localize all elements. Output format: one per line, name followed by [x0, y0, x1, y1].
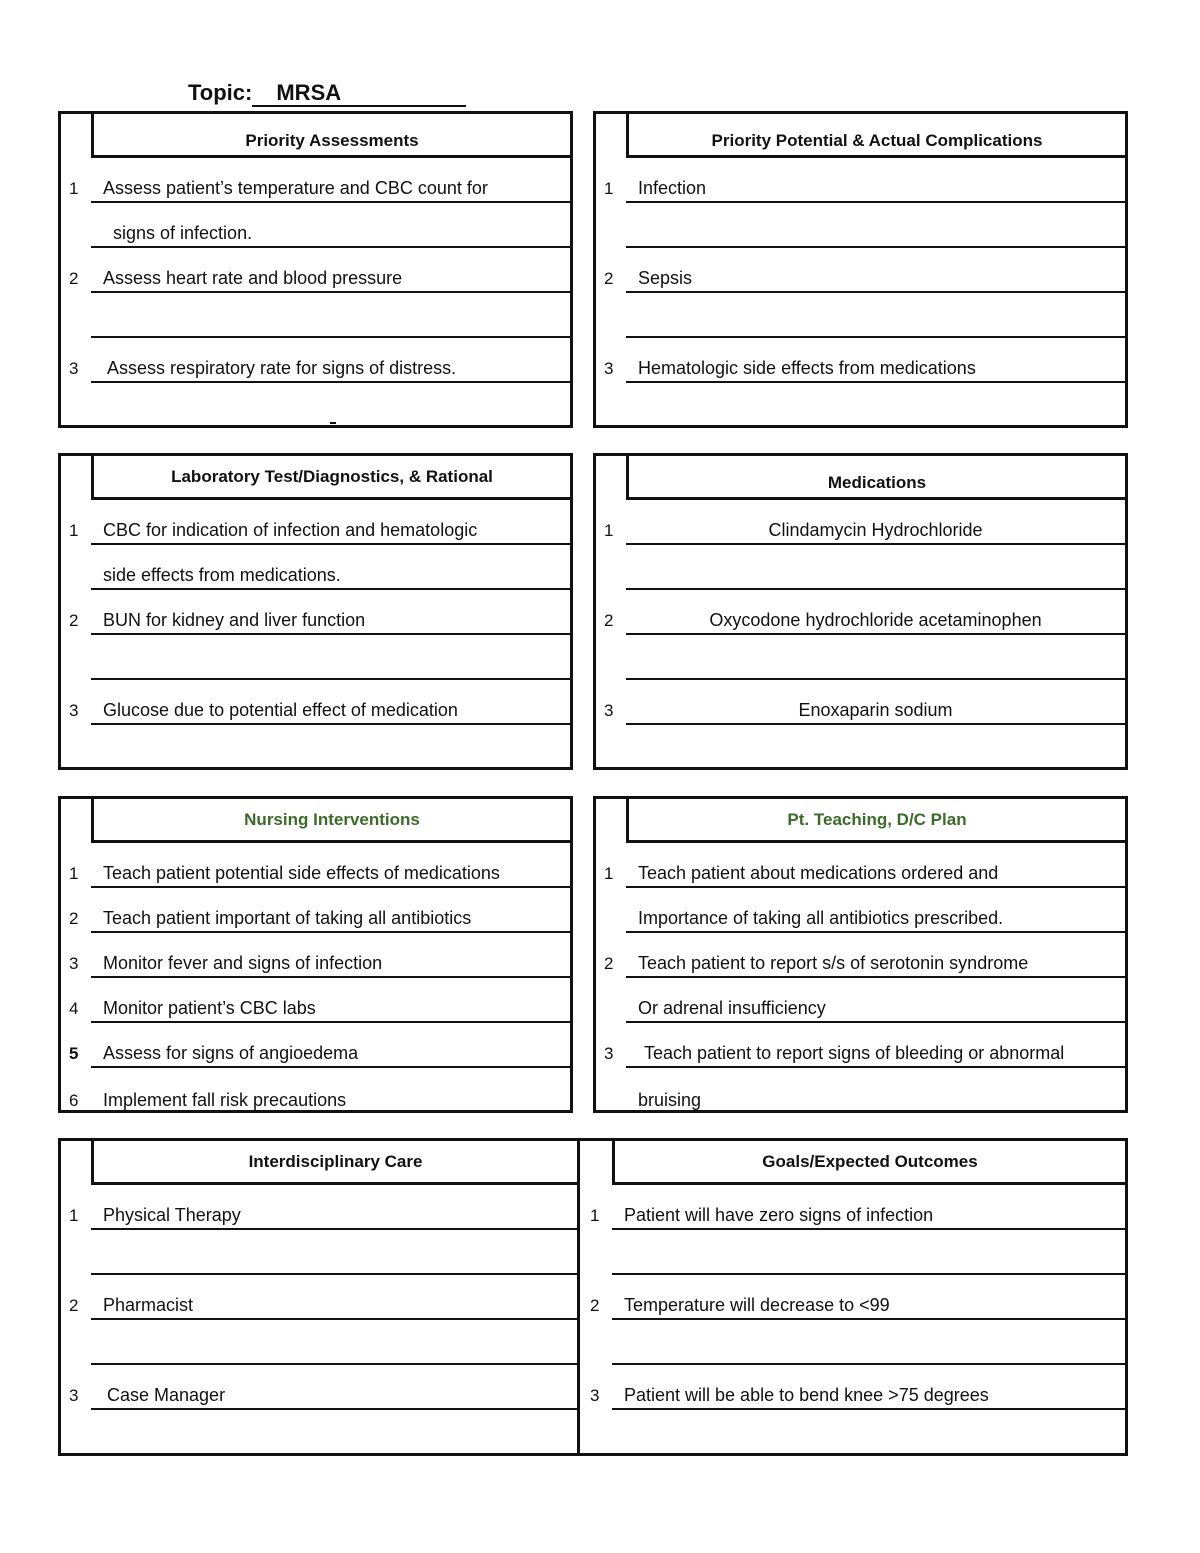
interdisciplinary-line-5: 3 Case Manager	[91, 1365, 577, 1410]
topic-heading	[188, 80, 466, 107]
nursing-interventions-line-2: 2 Teach patient important of taking all antibiotics	[91, 888, 570, 933]
complications-title: Priority Potential & Actual Complications	[626, 114, 1125, 158]
priority-assessments-line-2: signs of infection.	[91, 203, 570, 248]
lab-tests-line-2: side effects from medications.	[91, 545, 570, 590]
interdisciplinary-section	[61, 1141, 577, 1453]
nursing-interventions-box	[58, 796, 573, 1113]
priority-assessments-title: Priority Assessments	[91, 114, 570, 158]
teaching-plan-line-1: 1 Teach patient about medications ordered and	[626, 843, 1125, 888]
priority-assessments-line-1: 1 Assess patient’s temperature and CBC count for	[91, 158, 570, 203]
teaching-plan-line-3: 2 Teach patient to report s/s of serotonin syndrome	[626, 933, 1125, 978]
nursing-interventions-line-5: 5 Assess for signs of angioedema	[91, 1023, 570, 1068]
complications-line-2	[626, 203, 1125, 248]
interdisciplinary-line-4	[91, 1320, 577, 1365]
medications-line-5: 3 Enoxaparin sodium	[626, 680, 1125, 725]
interdisciplinary-line-2	[91, 1230, 577, 1275]
teaching-plan-line-5: 3 Teach patient to report signs of bleeding or abnormal	[626, 1023, 1125, 1068]
lab-tests-line-1: 1 CBC for indication of infection and hematologic	[91, 500, 570, 545]
lab-tests-box	[58, 453, 573, 770]
topic-label: Topic:	[188, 80, 253, 105]
medications-line-1: 1 Clindamycin Hydrochloride	[626, 500, 1125, 545]
nursing-interventions-line-6: 6 Implement fall risk precautions	[69, 1090, 347, 1110]
lab-tests-line-3: 2 BUN for kidney and liver function	[91, 590, 570, 635]
priority-assessments-line-5: 3 Assess respiratory rate for signs of distress.	[91, 338, 570, 383]
lab-tests-title: Laboratory Test/Diagnostics, & Rational	[91, 456, 570, 500]
complications-box	[593, 111, 1128, 428]
nursing-interventions-line-3: 3 Monitor fever and signs of infection	[91, 933, 570, 978]
teaching-plan-line-4: Or adrenal insufficiency	[626, 978, 1125, 1023]
complications-line-3: 2 Sepsis	[626, 248, 1125, 293]
priority-assessments-line-3: 2 Assess heart rate and blood pressure	[91, 248, 570, 293]
goals-line-4	[612, 1320, 1125, 1365]
stray-dash-mark	[330, 422, 336, 424]
lab-tests-line-4	[91, 635, 570, 680]
teaching-plan-box	[593, 796, 1128, 1113]
priority-assessments-box	[58, 111, 573, 428]
care-outcomes-box	[58, 1138, 1128, 1456]
interdisciplinary-line-3: 2 Pharmacist	[91, 1275, 577, 1320]
lab-tests-line-5: 3 Glucose due to potential effect of medication	[91, 680, 570, 725]
medications-line-2	[626, 545, 1125, 590]
goals-title: Goals/Expected Outcomes	[612, 1141, 1125, 1185]
interdisciplinary-line-1: 1 Physical Therapy	[91, 1185, 577, 1230]
complications-line-1: 1 Infection	[626, 158, 1125, 203]
complications-line-4	[626, 293, 1125, 338]
goals-section	[580, 1141, 1125, 1453]
goals-line-5: 3 Patient will be able to bend knee >75 degrees	[612, 1365, 1125, 1410]
medications-line-4	[626, 635, 1125, 680]
nursing-interventions-line-1: 1 Teach patient potential side effects of medications	[91, 843, 570, 888]
teaching-plan-line-2: Importance of taking all antibiotics prescribed.	[626, 888, 1125, 933]
teaching-plan-line-6: bruising	[638, 1090, 702, 1110]
interdisciplinary-title: Interdisciplinary Care	[91, 1141, 577, 1185]
teaching-plan-title: Pt. Teaching, D/C Plan	[626, 799, 1125, 843]
priority-assessments-line-4	[91, 293, 570, 338]
medications-title: Medications	[626, 456, 1125, 500]
medications-line-3: 2 Oxycodone hydrochloride acetaminophen	[626, 590, 1125, 635]
goals-line-2	[612, 1230, 1125, 1275]
goals-line-3: 2 Temperature will decrease to <99	[612, 1275, 1125, 1320]
medications-box	[593, 453, 1128, 770]
goals-line-1: 1 Patient will have zero signs of infection	[612, 1185, 1125, 1230]
complications-line-5: 3 Hematologic side effects from medications	[626, 338, 1125, 383]
nursing-interventions-line-4: 4 Monitor patient’s CBC labs	[91, 978, 570, 1023]
topic-value: MRSA	[252, 81, 466, 107]
nursing-interventions-title: Nursing Interventions	[91, 799, 570, 843]
